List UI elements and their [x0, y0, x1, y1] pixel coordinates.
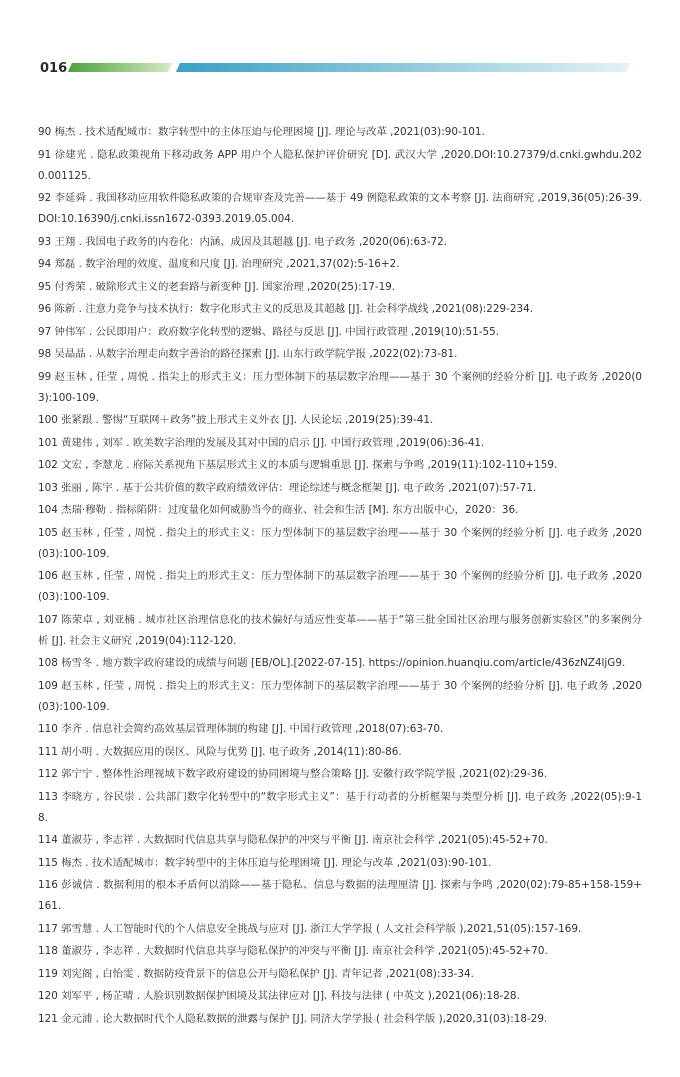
reference-item: 101 黄建伟 , 刘军 . 欧美数字治理的发展及其对中国的启示 [J]. 中国行政管理 ,2019(06):36-41. — [38, 436, 485, 449]
page-number: 016 — [40, 61, 68, 76]
reference-item: 116 彭诚信 . 数据利用的根本矛盾何以消除——基于隐私、信息与数据的法理厘清 [J]. 探索与争鸣 ,2020(02):79-85+158-159+161. — [38, 879, 642, 912]
reference-item: 117 郭雪慧 . 人工智能时代的个人信息安全挑战与应对 [J]. 浙江大学学报 ( 人文社会科学版 ),2021,51(05):157-169. — [38, 922, 582, 935]
reference-item: 121 金元浦 . 论大数据时代个人隐私数据的泄露与保护 [J]. 同济大学学报 ( 社会科学版 ),2020,31(03):18-29. — [38, 1012, 548, 1025]
reference-item: 105 赵玉林 , 任莹 , 周悦 . 指尖上的形式主义：压力型体制下的基层数字治理——基于 30 个案例的经验分析 [J]. 电子政务 ,2020(03):100-109. — [38, 526, 642, 560]
reference-item: 119 刘宪阁 , 白怡雯 . 数据防疫背景下的信息公开与隐私保护 [J]. 青年记者 ,2021(08):33-34. — [38, 967, 474, 980]
header-bar-blue-segment — [176, 63, 630, 72]
reference-item: 91 徐建光 . 隐私政策视角下移动政务 APP 用户个人隐私保护评价研究 [D]. 武汉大学 ,2020.DOI:10.27379/d.cnki.gwhdu.2020.001125. — [38, 148, 642, 182]
reference-item: 95 付秀荣 . 破除形式主义的老套路与新变种 [J]. 国家治理 ,2020(25):17-19. — [38, 280, 396, 293]
reference-item: 100 张紧跟 . 警惕“互联网＋政务”披上形式主义外衣 [J]. 人民论坛 ,2019(25):39-41. — [38, 414, 434, 426]
reference-item: 107 陈荣卓 , 刘亚楠 . 城市社区治理信息化的技术偏好与适应性变革——基于“第三批全国社区治理与服务创新实验区”的多案例分析 [J]. 社会主义研究 ,2019(04):112-120. — [38, 613, 642, 647]
header-decoration-bar — [68, 63, 630, 72]
header-bar-green-segment — [68, 63, 172, 72]
reference-list — [38, 122, 642, 1031]
reference-item: 99 赵玉林 , 任莹 , 周悦 . 指尖上的形式主义：压力型体制下的基层数字治理——基于 30 个案例的经验分析 [J]. 电子政务 ,2020(03):100-109. — [38, 370, 642, 404]
reference-item: 109 赵玉林 , 任莹 , 周悦 . 指尖上的形式主义：压力型体制下的基层数字治理——基于 30 个案例的经验分析 [J]. 电子政务 ,2020(03):100-109. — [38, 679, 642, 713]
reference-item: 103 张丽 , 陈宇 . 基于公共价值的数字政府绩效评估：理论综述与概念框架 [J]. 电子政务 ,2021(07):57-71. — [38, 481, 537, 494]
reference-item: 110 李齐 . 信息社会简约高效基层管理体制的构建 [J]. 中国行政管理 ,2018(07):63-70. — [38, 723, 444, 735]
reference-item: 113 李晓方 , 谷民崇 . 公共部门数字化转型中的“数字形式主义”：基于行动者的分析框架与类型分析 [J]. 电子政务 ,2022(05):9-18. — [38, 790, 642, 824]
reference-item: 96 陈新 . 注意力竞争与技术执行：数字化形式主义的反思及其超越 [J]. 社会科学战线 ,2021(08):229-234. — [38, 303, 533, 315]
reference-item: 112 郭宁宁 . 整体性治理视域下数字政府建设的协同困境与整合策略 [J]. 安徽行政学院学报 ,2021(02):29-36. — [38, 768, 548, 780]
reference-item: 108 杨雪冬 . 地方数字政府建设的成绩与问题 [EB/OL].[2022-07-15]. https://opinion.huanqiu.com/article/436zNZ4ljG9. — [38, 657, 626, 669]
reference-item: 93 王翔 . 我国电子政务的内卷化：内涵、成因及其超越 [J]. 电子政务 ,2020(06):63-72. — [38, 235, 448, 248]
reference-item: 111 胡小明 . 大数据应用的误区、风险与优势 [J]. 电子政务 ,2014(11):80-86. — [38, 745, 402, 758]
reference-item: 120 刘军平 , 杨芷晴 . 人脸识别数据保护困境及其法律应对 [J]. 科技与法律 ( 中英文 ),2021(06):18-28. — [38, 990, 520, 1002]
reference-item: 114 董淑芬 , 李志祥 . 大数据时代信息共享与隐私保护的冲突与平衡 [J]. 南京社会科学 ,2021(05):45-52+70. — [38, 834, 548, 846]
reference-item: 97 钟伟军 . 公民即用户：政府数字化转型的逻辑、路径与反思 [J]. 中国行政管理 ,2019(10):51-55. — [38, 325, 499, 338]
reference-item: 115 梅杰 . 技术适配城市：数字转型中的主体压迫与伦理困境 [J]. 理论与改革 ,2021(03):90-101. — [38, 856, 492, 869]
reference-item: 118 董淑芬 , 李志祥 . 大数据时代信息共享与隐私保护的冲突与平衡 [J]. 南京社会科学 ,2021(05):45-52+70. — [38, 945, 548, 957]
reference-item: 92 李延舜 . 我国移动应用软件隐私政策的合规审查及完善——基于 49 例隐私政策的文本考察 [J]. 法商研究 ,2019,36(05):26-39. DOI:10.16390/j.cnki.issn1672-0393.2019.05.004. — [38, 192, 642, 225]
reference-item: 90 梅杰 . 技术适配城市：数字转型中的主体压迫与伦理困境 [J]. 理论与改革 ,2021(03):90-101. — [38, 126, 485, 138]
reference-item: 104 杰瑞·穆勒 . 指标陷阱：过度量化如何威胁当今的商业、社会和生活 [M]. 东方出版中心，2020：36. — [38, 504, 519, 516]
reference-item: 106 赵玉林 , 任莹 , 周悦 . 指尖上的形式主义：压力型体制下的基层数字治理——基于 30 个案例的经验分析 [J]. 电子政务 ,2020(03):100-109. — [38, 570, 642, 603]
reference-item: 98 吴晶晶 . 从数字治理走向数字善治的路径探索 [J]. 山东行政学院学报 ,2022(02):73-81. — [38, 348, 458, 360]
reference-item: 102 文宏 , 李慧龙 . 府际关系视角下基层形式主义的本质与逻辑重思 [J]. 探索与争鸣 ,2019(11):102-110+159. — [38, 459, 558, 471]
reference-item: 94 郑磊 . 数字治理的效度、温度和尺度 [J]. 治理研究 ,2021,37(02):5-16+2. — [38, 258, 400, 270]
